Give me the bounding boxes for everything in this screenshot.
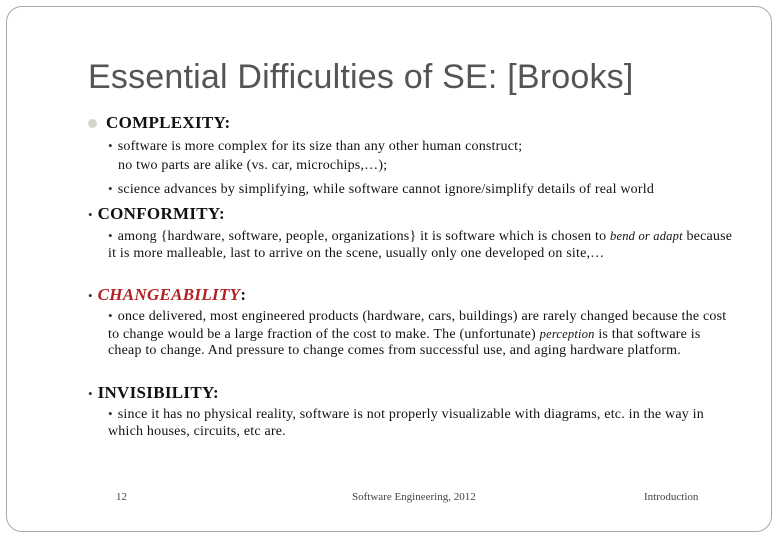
- bullet-text: science advances by simplifying, while software cannot ignore/simplify details of real world: [117, 182, 655, 197]
- bullet-changeability-1: [108, 308, 736, 360]
- bullet-glyph: •: [88, 288, 93, 303]
- footer-page-number: 12: [116, 491, 127, 503]
- bullet-glyph: •: [88, 207, 93, 222]
- section-heading-changeability: [88, 285, 246, 305]
- bullet-text-b: because it is more malleable, last to arrive on the scene, usually only one developed on site,…: [108, 229, 733, 261]
- heading-text: CHANGEABILITY: [97, 285, 241, 304]
- heading-text: COMPLEXITY:: [106, 113, 231, 132]
- bullet-text: software is more complex for its size than any other human construct;: [117, 139, 523, 154]
- heading-suffix: :: [240, 285, 247, 304]
- bullet-glyph: •: [108, 308, 113, 323]
- bullet-complexity-3: [108, 181, 748, 199]
- bullet-invisibility-1: [108, 406, 736, 440]
- section-bullet-icon: [88, 119, 97, 128]
- bullet-glyph: •: [108, 406, 113, 421]
- bullet-glyph: •: [108, 228, 113, 243]
- bullet-glyph: •: [108, 138, 113, 153]
- section-heading-conformity: [88, 204, 225, 224]
- bullet-text-b: is that software is cheap to change. And pressure to change comes from successful use, and aging hardware platform.: [108, 326, 701, 358]
- heading-text: CONFORMITY:: [97, 204, 225, 223]
- bullet-emphasis: perception: [539, 326, 595, 341]
- bullet-complexity-1: [108, 138, 738, 156]
- bullet-glyph: •: [88, 386, 93, 401]
- bullet-text-a: among {hardware, software, people, organizations} it is software which is chosen to: [117, 229, 607, 244]
- bullet-glyph: •: [108, 181, 113, 196]
- bullet-text-a: once delivered, most engineered products (hardware, cars, buildings) are rarely changed because the cost to change would be a large fraction of the cost to make. The (unfortunate): [108, 309, 727, 342]
- footer-course: Software Engineering, 2012: [352, 491, 476, 503]
- heading-text: INVISIBILITY:: [97, 383, 219, 402]
- bullet-conformity-1: [108, 228, 736, 262]
- slide-title: Essential Difficulties of SE: [Brooks]: [88, 58, 634, 96]
- footer-section: Introduction: [644, 491, 699, 503]
- section-heading-complexity: [106, 113, 231, 133]
- bullet-text: no two parts are alike (vs. car, microchips,…);: [118, 158, 388, 173]
- bullet-text: since it has no physical reality, software is not properly visualizable with diagrams, etc. in the way in which houses, circuits, etc are.: [108, 407, 704, 439]
- bullet-complexity-2: [118, 158, 738, 175]
- bullet-emphasis: bend or adapt: [610, 229, 683, 243]
- section-heading-invisibility: [88, 383, 219, 403]
